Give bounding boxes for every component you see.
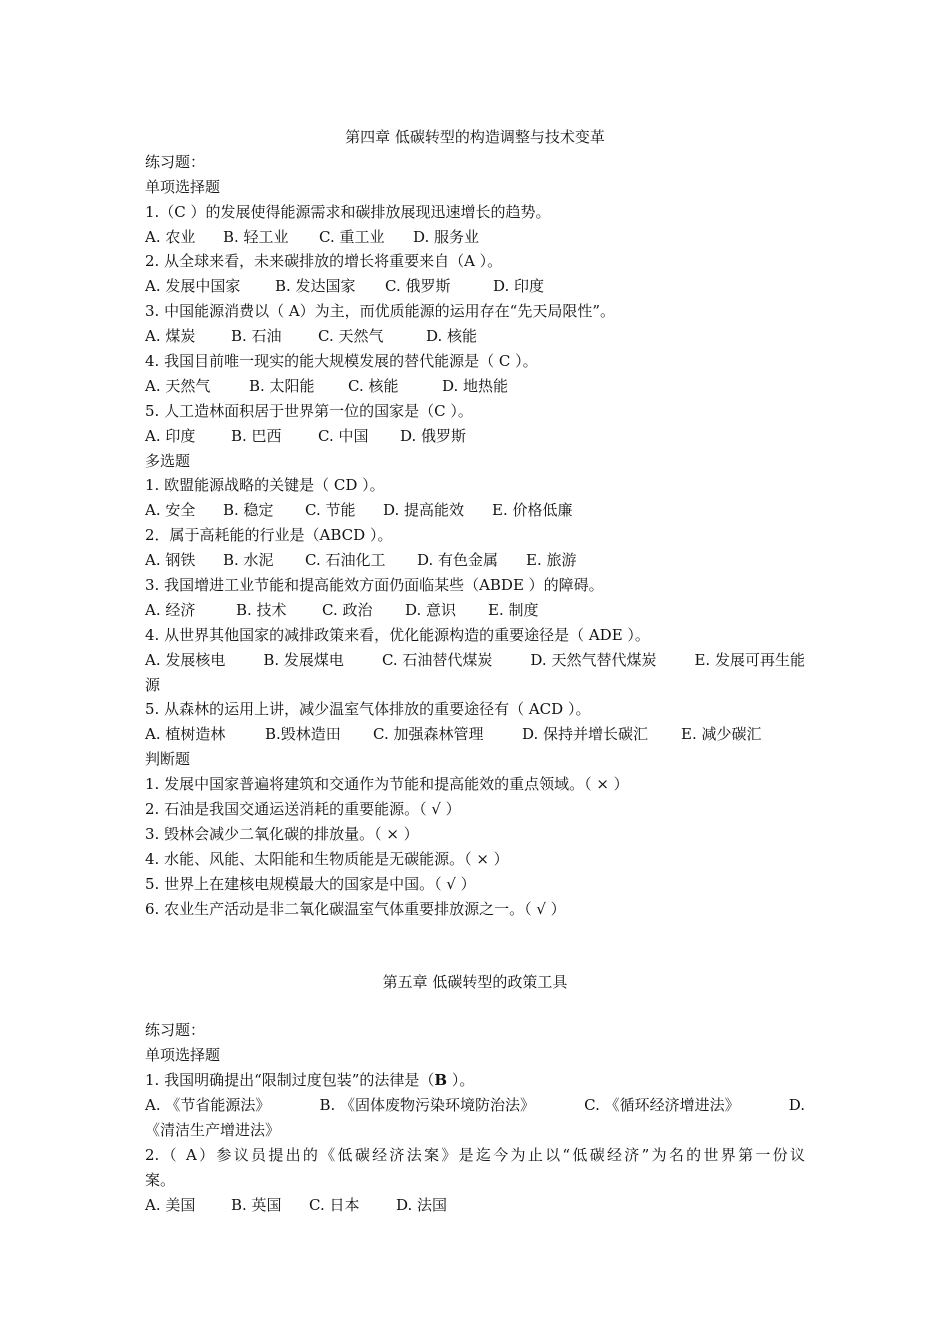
ch4-single-q4: 4. 我国目前唯一现实的能大规模发展的替代能源是（ C ）。 bbox=[145, 352, 538, 371]
question-text-end: ）。 bbox=[447, 1071, 475, 1090]
spacer bbox=[145, 922, 805, 970]
chapter4-title: 第四章 低碳转型的构造调整与技术变革 bbox=[345, 128, 605, 146]
chapter4-multi-heading: 多选题 bbox=[145, 451, 191, 470]
ch4-judge-item: 2. 石油是我国交通运送消耗的重要能源。（ √ ） bbox=[145, 800, 461, 819]
option: B.毁林造田 bbox=[265, 725, 341, 744]
ch4-multi-q2-options bbox=[145, 548, 805, 573]
ch4-judge-item: 6. 农业生产活动是非二氧化碳温室气体重要排放源之一。（ √ ） bbox=[145, 899, 566, 918]
option: B. 太阳能 bbox=[249, 376, 315, 395]
option: E. 发展可再生能 bbox=[694, 650, 805, 669]
option: A. 农业 bbox=[145, 227, 196, 246]
option: D. 俄罗斯 bbox=[400, 426, 467, 445]
ch5-single-q2-options bbox=[145, 1193, 805, 1218]
ch5-single-q1-options bbox=[145, 1093, 805, 1118]
ch5-single-q2: 2.（ A）参议员提出的《低碳经济法案》是迄今为止以“低碳经济”为名的世界第一份议 bbox=[145, 1145, 805, 1164]
option: A. 经济 bbox=[145, 600, 196, 619]
option: C. 核能 bbox=[348, 376, 399, 395]
ch4-single-q1: 1.（C ）的发展使得能源需求和碳排放展现迅速增长的趋势。 bbox=[145, 202, 551, 221]
option: B. 发展煤电 bbox=[263, 650, 344, 669]
option: D. bbox=[788, 1096, 805, 1115]
option: C. 政治 bbox=[322, 600, 373, 619]
chapter5-single-heading: 单项选择题 bbox=[145, 1046, 221, 1065]
option: E. 制度 bbox=[488, 600, 539, 619]
option: D. 核能 bbox=[426, 327, 478, 346]
option: B. 轻工业 bbox=[223, 227, 289, 246]
ch4-multi-q1-options bbox=[145, 498, 805, 523]
option: E. 价格低廉 bbox=[492, 501, 573, 520]
chapter4-single-heading: 单项选择题 bbox=[145, 177, 221, 196]
option: A. 钢铁 bbox=[145, 551, 196, 570]
option: D. 意识 bbox=[405, 600, 457, 619]
ch4-judge-item: 1. 发展中国家普遍将建筑和交通作为节能和提高能效的重点领域。（ × ） bbox=[145, 775, 629, 794]
ch4-single-q5-options bbox=[145, 424, 805, 449]
chapter5-exercise-label: 练习题： bbox=[145, 1021, 206, 1040]
option: A. 天然气 bbox=[145, 376, 211, 395]
option: C. 天然气 bbox=[318, 327, 384, 346]
chapter4-exercise-label: 练习题： bbox=[145, 152, 206, 171]
option: C. 石油化工 bbox=[305, 551, 386, 570]
option: D. 提高能效 bbox=[383, 501, 465, 520]
ch4-single-q2: 2. 从全球来看，未来碳排放的增长将重要来自（A ）。 bbox=[145, 252, 503, 271]
ch4-single-q2-options bbox=[145, 274, 805, 299]
ch4-multi-q4-continuation: 源 bbox=[145, 675, 161, 694]
ch4-multi-q4-options bbox=[145, 648, 805, 673]
option: C. 日本 bbox=[309, 1195, 360, 1214]
ch4-single-q1-options bbox=[145, 225, 805, 250]
option: D. 天然气替代煤炭 bbox=[530, 650, 657, 669]
option: B. 水泥 bbox=[223, 551, 274, 570]
option: C. 节能 bbox=[305, 501, 356, 520]
spacer bbox=[145, 994, 805, 1018]
chapter4-judge-heading: 判断题 bbox=[145, 750, 191, 769]
ch4-single-q3-options bbox=[145, 324, 805, 349]
ch4-judge-item: 4. 水能、风能、太阳能和生物质能是无碳能源。（ × ） bbox=[145, 849, 509, 868]
option: E. 减少碳汇 bbox=[681, 725, 762, 744]
option: A. 煤炭 bbox=[145, 327, 196, 346]
option: D. 地热能 bbox=[442, 376, 509, 395]
option: A. 植树造林 bbox=[145, 725, 226, 744]
option: C. 石油替代煤炭 bbox=[381, 650, 493, 669]
ch4-judge-item: 3. 毁林会减少二氧化碳的排放量。（ × ） bbox=[145, 824, 419, 843]
option: A. 发展核电 bbox=[145, 650, 226, 669]
option: C. 加强森林管理 bbox=[373, 725, 484, 744]
option: D. 印度 bbox=[493, 277, 545, 296]
option: B. 发达国家 bbox=[275, 277, 356, 296]
chapter5-title: 第五章 低碳转型的政策工具 bbox=[382, 972, 568, 991]
ch5-single-q1-continuation: 《清洁生产增进法》 bbox=[145, 1120, 281, 1139]
option: D. 法国 bbox=[396, 1195, 448, 1214]
ch4-multi-q2: 2．属于高耗能的行业是（ABCD ）。 bbox=[145, 526, 393, 545]
answer-text: B bbox=[434, 1071, 448, 1090]
option: A. 《节省能源法》 bbox=[145, 1096, 271, 1115]
ch4-multi-q1: 1. 欧盟能源战略的关键是（ CD ）。 bbox=[145, 476, 385, 495]
option: A. 美国 bbox=[145, 1195, 196, 1214]
ch5-single-q1 bbox=[145, 1068, 805, 1093]
option: B. 石油 bbox=[231, 327, 282, 346]
option: C. 中国 bbox=[318, 426, 369, 445]
option: C. 《循环经济增进法》 bbox=[584, 1096, 740, 1115]
option: D. 保持并增长碳汇 bbox=[522, 725, 649, 744]
ch4-single-q4-options bbox=[145, 374, 805, 399]
option: B. 稳定 bbox=[223, 501, 274, 520]
option: B. 技术 bbox=[236, 600, 287, 619]
ch4-multi-q3-options bbox=[145, 598, 805, 623]
ch4-single-q3: 3. 中国能源消费以（ A）为主，而优质能源的运用存在“先天局限性”。 bbox=[145, 302, 616, 321]
option: A. 安全 bbox=[145, 501, 196, 520]
option: B. 巴西 bbox=[231, 426, 282, 445]
option: A. 印度 bbox=[145, 426, 196, 445]
option: E. 旅游 bbox=[526, 551, 577, 570]
ch5-single-q2-continuation: 案。 bbox=[145, 1170, 176, 1189]
ch4-multi-q5: 5. 从森林的运用上讲，减少温室气体排放的重要途径有（ ACD ）。 bbox=[145, 700, 591, 719]
ch4-judge-item: 5. 世界上在建核电规模最大的国家是中国。（ √ ） bbox=[145, 874, 476, 893]
option: D. 服务业 bbox=[413, 227, 480, 246]
option: C. 俄罗斯 bbox=[385, 277, 451, 296]
ch4-multi-q5-options bbox=[145, 722, 805, 747]
option: B. 《固体废物污染环境防治法》 bbox=[319, 1096, 536, 1115]
option: C. 重工业 bbox=[319, 227, 385, 246]
question-text: 1. 我国明确提出“限制过度包装”的法律是（ bbox=[145, 1071, 435, 1090]
ch4-multi-q4: 4. 从世界其他国家的减排政策来看，优化能源构造的重要途径是（ ADE ）。 bbox=[145, 625, 650, 644]
option: A. 发展中国家 bbox=[145, 277, 241, 296]
option: D. 有色金属 bbox=[417, 551, 499, 570]
option: B. 英国 bbox=[231, 1195, 282, 1214]
ch4-multi-q3: 3. 我国增进工业节能和提高能效方面仍面临某些（ABDE ）的障碍。 bbox=[145, 576, 604, 595]
ch4-single-q5: 5. 人工造林面积居于世界第一位的国家是（C ）。 bbox=[145, 401, 473, 420]
